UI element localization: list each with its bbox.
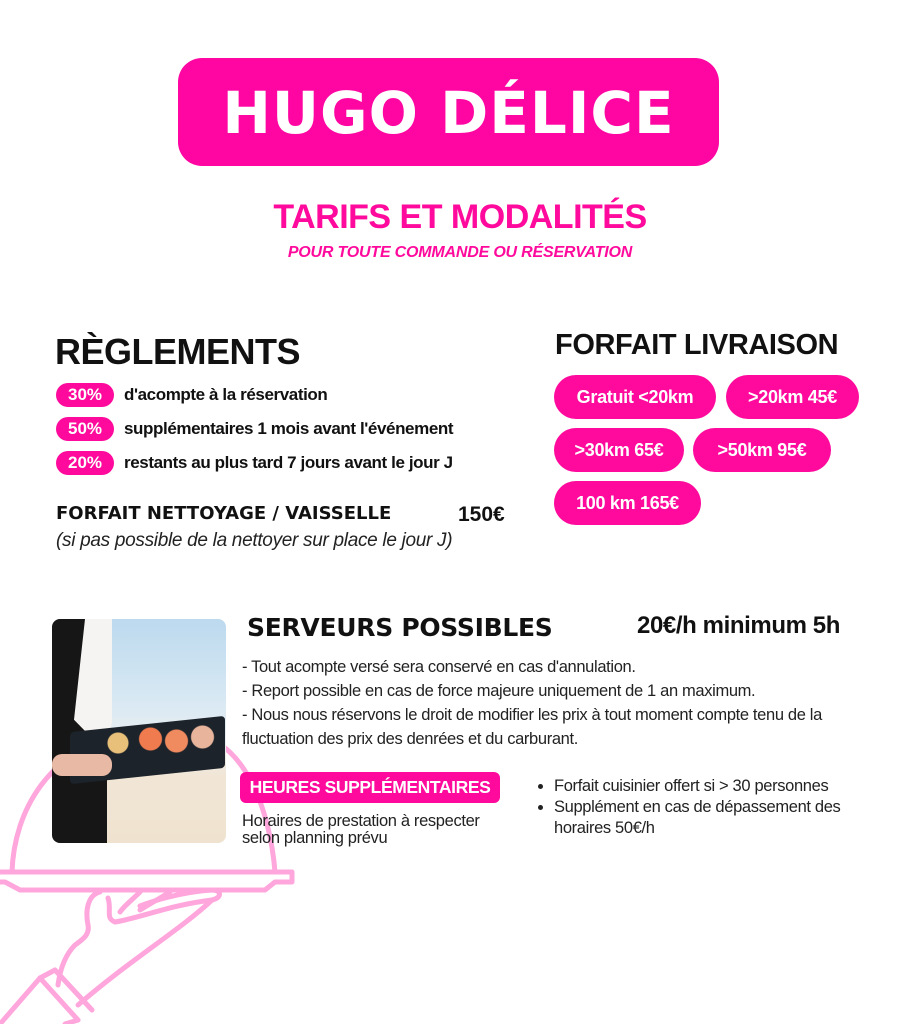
list-item xyxy=(536,797,876,839)
delivery-option-pill: >50km 95€ xyxy=(693,428,831,472)
page-title: TARIFS ET MODALITÉS xyxy=(273,198,647,236)
cleaning-fee-note: (si pas possible de la nettoyer sur place le jour J) xyxy=(56,530,453,551)
list-item xyxy=(56,446,453,480)
terms-item: - Nous nous réservons le droit de modifier les prix à tout moment compte tenu de la fluctuation des prix des denrées et du carburant. xyxy=(242,706,822,748)
bullet-icon xyxy=(538,805,543,810)
reglements-list xyxy=(56,378,453,480)
cleaning-fee-price: 150€ xyxy=(458,503,505,526)
list-item xyxy=(56,412,453,446)
bullet-icon xyxy=(538,784,543,789)
percent-badge: 50% xyxy=(56,417,114,441)
delivery-option-pill: >20km 45€ xyxy=(726,375,859,419)
reglement-text: d'acompte à la réservation xyxy=(124,385,328,404)
percent-badge: 20% xyxy=(56,451,114,475)
overtime-note: Horaires de prestation à respecter selon planning prévu xyxy=(242,812,480,847)
cleaning-fee-label: FORFAIT NETTOYAGE / VAISSELLE xyxy=(56,503,392,524)
delivery-option-pill: Gratuit <20km xyxy=(554,375,716,419)
bullet-text: Supplément en cas de dépassement des horaires 50€/h xyxy=(554,798,841,837)
delivery-option-pill: 100 km 165€ xyxy=(554,481,701,525)
overtime-badge: HEURES SUPPLÉMENTAIRES xyxy=(240,772,500,803)
terms-list xyxy=(242,655,882,751)
overtime-bullets xyxy=(536,776,876,839)
reglements-title: RÈGLEMENTS xyxy=(55,331,301,372)
brand-title: HUGO DÉLICE xyxy=(222,79,675,147)
page-subtitle: POUR TOUTE COMMANDE OU RÉSERVATION xyxy=(287,244,633,261)
delivery-option-pill: >30km 65€ xyxy=(554,428,684,472)
reglement-text: supplémentaires 1 mois avant l'événement xyxy=(124,419,454,438)
brand-badge xyxy=(178,58,719,166)
servers-title: SERVEURS POSSIBLES xyxy=(247,613,553,642)
reglement-text: restants au plus tard 7 jours avant le jour J xyxy=(124,453,453,472)
terms-item: - Tout acompte versé sera conservé en cas d'annulation. xyxy=(242,658,636,676)
terms-item: - Report possible en cas de force majeure uniquement de 1 an maximum. xyxy=(242,682,756,700)
catering-platter-photo xyxy=(52,619,226,843)
list-item xyxy=(536,776,876,797)
list-item xyxy=(56,378,453,412)
servers-price: 20€/h minimum 5h xyxy=(637,612,840,639)
bullet-text: Forfait cuisinier offert si > 30 personnes xyxy=(554,777,829,795)
delivery-title: FORFAIT LIVRAISON xyxy=(555,329,839,361)
percent-badge: 30% xyxy=(56,383,114,407)
